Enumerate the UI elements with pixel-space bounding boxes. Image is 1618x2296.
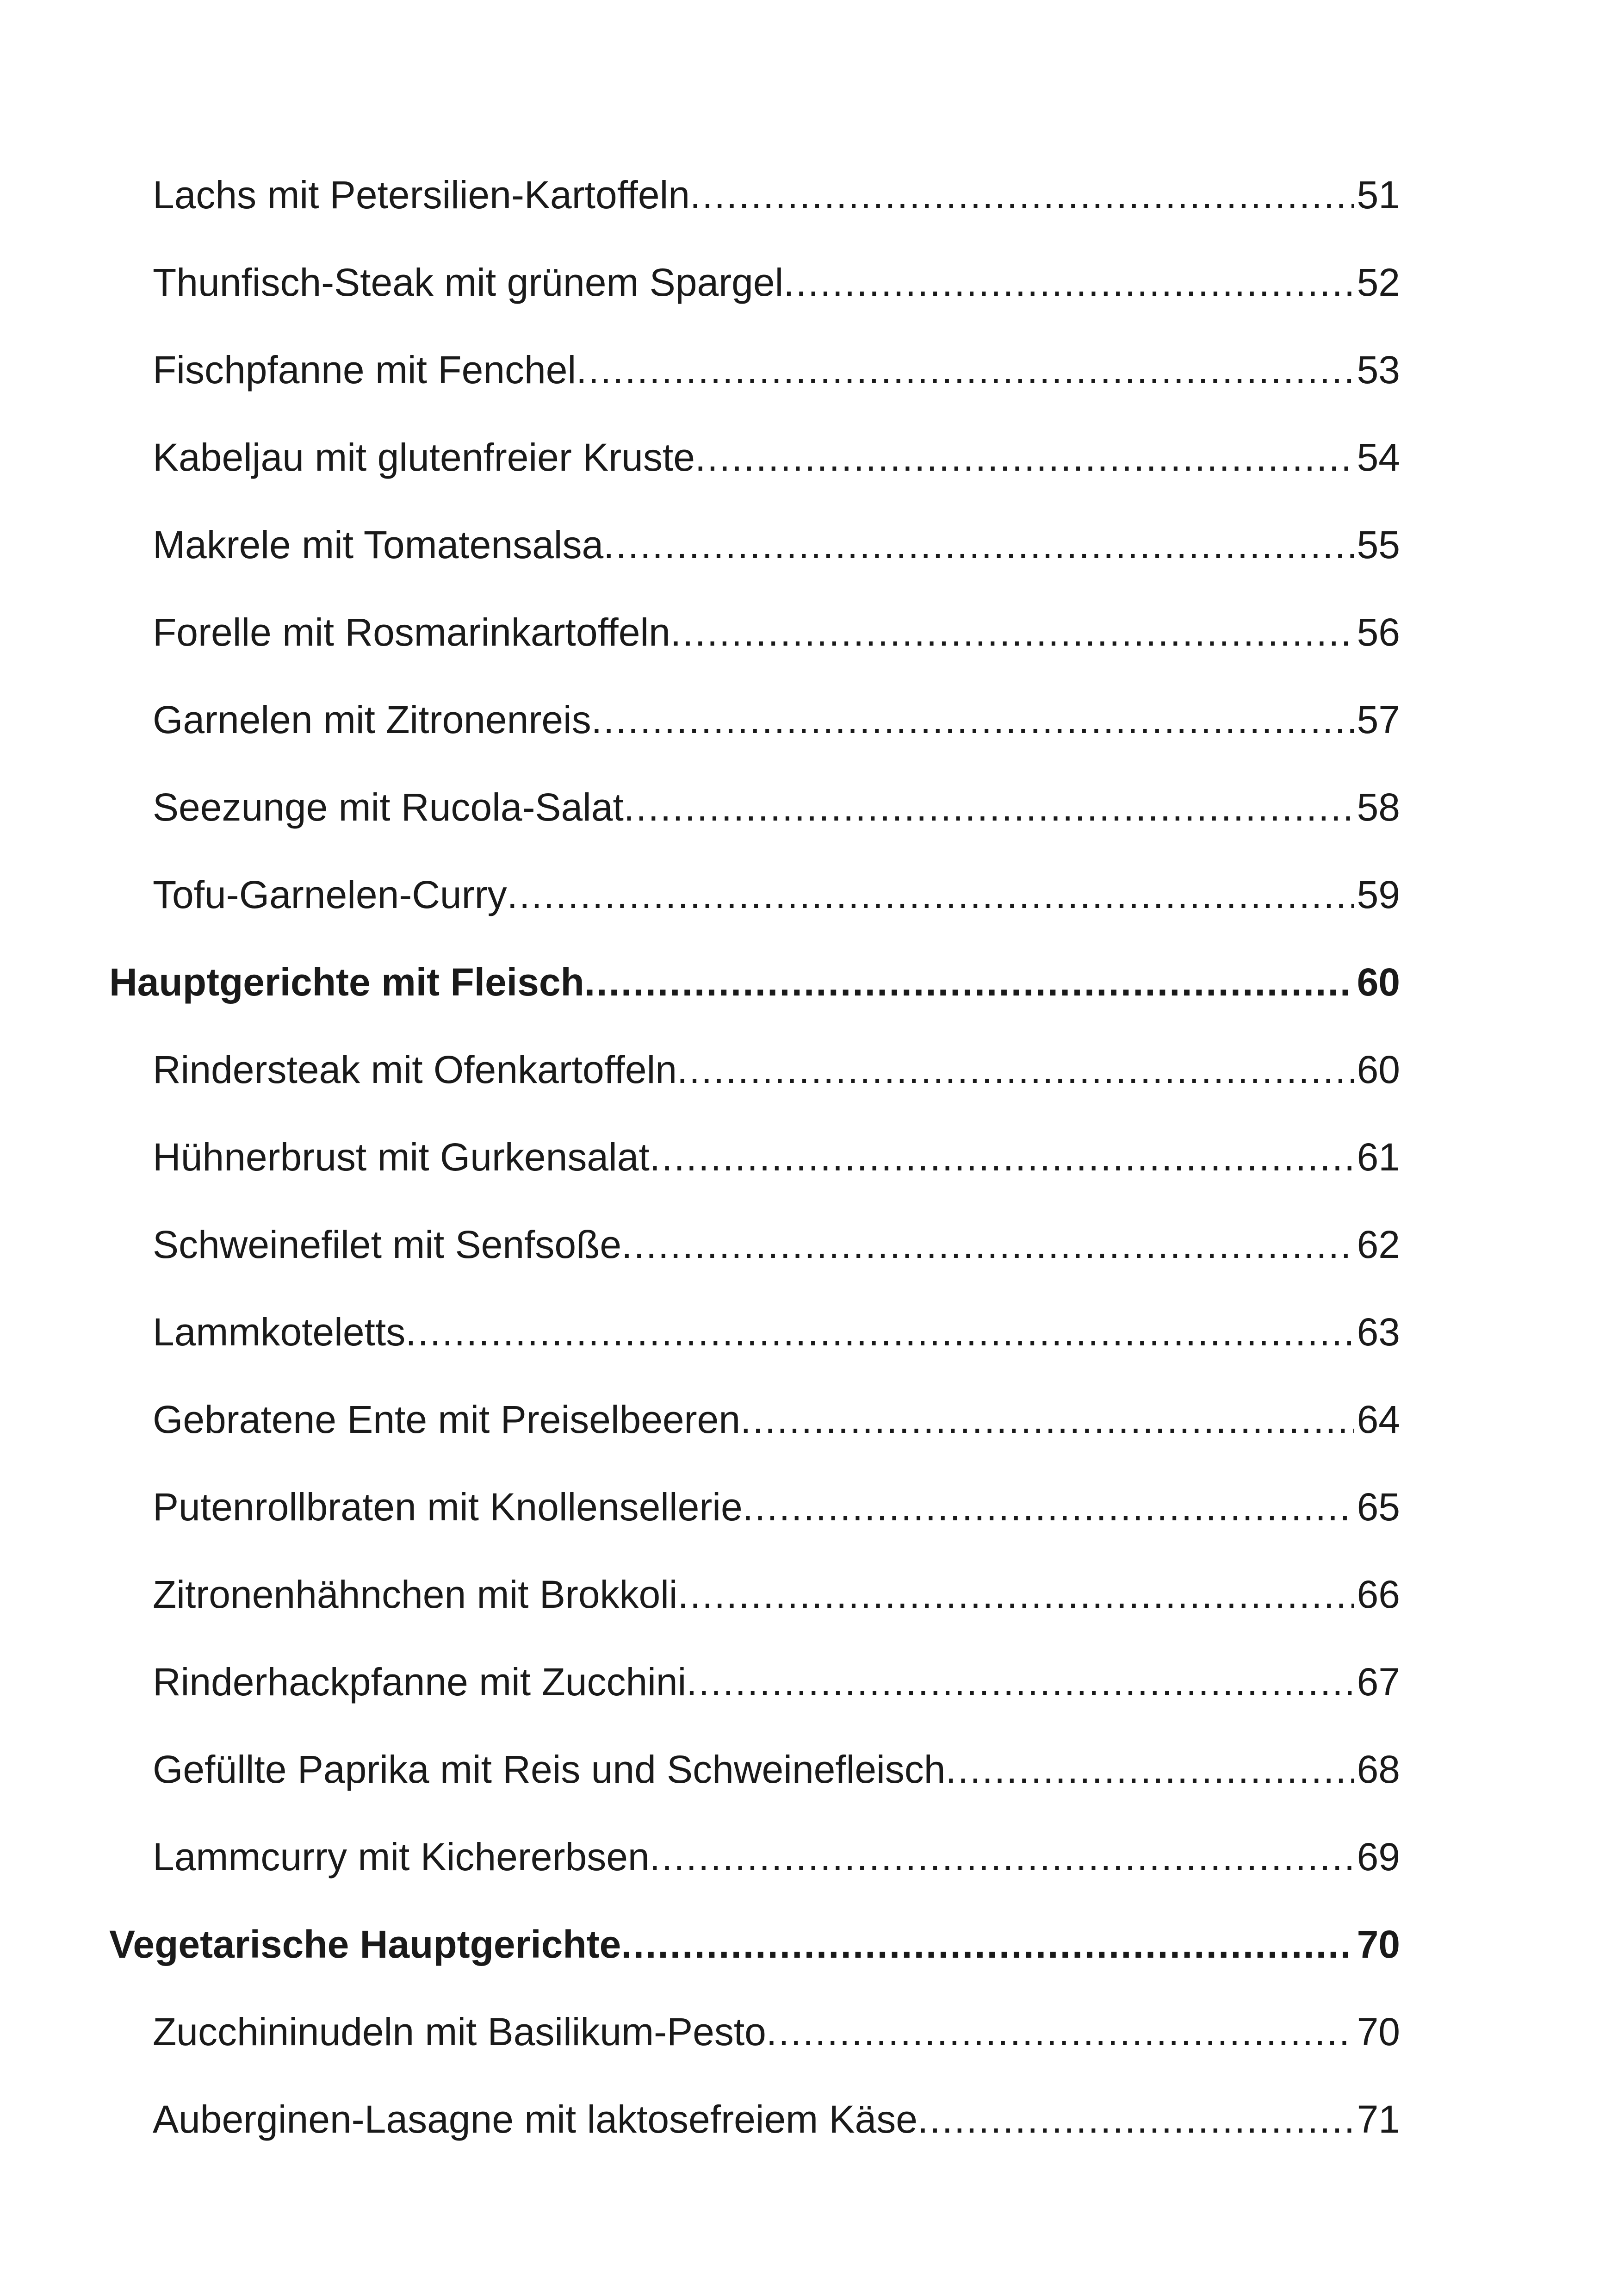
toc-entry-title: Gebratene Ente mit Preiselbeeren	[153, 1398, 741, 1441]
toc-entry[interactable]	[109, 1376, 1400, 1463]
dot-leader	[405, 1288, 1354, 1376]
toc-entry-title: Schweinefilet mit Senfsoße	[153, 1223, 622, 1266]
toc-entry-title: Seezunge mit Rucola-Salat	[153, 785, 624, 829]
toc-entry-page: 55	[1357, 523, 1400, 566]
toc-entry-title: Lammcurry mit Kichererbsen	[153, 1835, 650, 1879]
toc-entry-page: 64	[1357, 1398, 1400, 1441]
toc-entry[interactable]	[109, 1463, 1400, 1551]
toc-section-page: 70	[1357, 1923, 1400, 1966]
toc-entry-title: Lachs mit Petersilien-Kartoffeln	[153, 173, 690, 217]
toc-entry[interactable]	[109, 1288, 1400, 1376]
toc-entry-title: Garnelen mit Zitronenreis	[153, 698, 591, 741]
dot-leader	[624, 764, 1354, 851]
toc-entry-page: 71	[1357, 2097, 1400, 2141]
toc-entry-page: 61	[1357, 1135, 1400, 1179]
dot-leader	[584, 939, 1354, 1026]
dot-leader	[740, 1376, 1354, 1463]
toc-section-heading[interactable]	[109, 1901, 1400, 1988]
dot-leader	[783, 239, 1354, 326]
toc-entry[interactable]	[109, 589, 1400, 676]
toc-entry-page: 65	[1357, 1485, 1400, 1529]
toc-entry[interactable]	[109, 151, 1400, 239]
dot-leader	[678, 1551, 1354, 1638]
toc-entry-page: 58	[1357, 785, 1400, 829]
dot-leader	[650, 1114, 1354, 1201]
toc-entry-page: 70	[1357, 2010, 1400, 2053]
dot-leader	[766, 1988, 1354, 2076]
dot-leader	[670, 589, 1354, 676]
toc-entry-title: Fischpfanne mit Fenchel	[153, 348, 577, 392]
toc-entry[interactable]	[109, 1988, 1400, 2076]
toc-entry[interactable]	[109, 1813, 1400, 1901]
dot-leader	[576, 326, 1354, 414]
toc-section-page: 60	[1357, 960, 1400, 1004]
toc-entry-page: 67	[1357, 1660, 1400, 1704]
toc-entry-title: Forelle mit Rosmarinkartoffeln	[153, 610, 670, 654]
toc-entry-title: Lammkoteletts	[153, 1310, 406, 1354]
toc-entry-title: Putenrollbraten mit Knollensellerie	[153, 1485, 743, 1529]
toc-entry-title: Zitronenhähnchen mit Brokkoli	[153, 1573, 678, 1616]
dot-leader	[621, 1901, 1354, 1988]
toc-entry-page: 59	[1357, 873, 1400, 916]
table-of-contents	[109, 151, 1400, 2163]
toc-entry[interactable]	[109, 1026, 1400, 1114]
dot-leader	[743, 1463, 1354, 1551]
toc-entry-page: 69	[1357, 1835, 1400, 1879]
toc-entry-page: 52	[1357, 261, 1400, 304]
toc-entry[interactable]	[109, 1201, 1400, 1288]
toc-entry-page: 56	[1357, 610, 1400, 654]
dot-leader	[695, 414, 1354, 501]
toc-entry-title: Thunfisch-Steak mit grünem Spargel	[153, 261, 784, 304]
toc-entry[interactable]	[109, 326, 1400, 414]
dot-leader	[650, 1813, 1354, 1901]
toc-entry[interactable]	[109, 239, 1400, 326]
dot-leader	[677, 1026, 1354, 1114]
toc-entry[interactable]	[109, 1114, 1400, 1201]
toc-entry-title: Rinderhackpfanne mit Zucchini	[153, 1660, 687, 1704]
toc-entry-page: 62	[1357, 1223, 1400, 1266]
toc-entry-title: Kabeljau mit glutenfreier Kruste	[153, 436, 695, 479]
toc-entry-title: Tofu-Garnelen-Curry	[153, 873, 507, 916]
toc-entry-page: 57	[1357, 698, 1400, 741]
dot-leader	[686, 1638, 1354, 1726]
toc-entry-page: 51	[1357, 173, 1400, 217]
toc-entry[interactable]	[109, 1638, 1400, 1726]
toc-entry-page: 68	[1357, 1748, 1400, 1791]
toc-entry-title: Hühnerbrust mit Gurkensalat	[153, 1135, 650, 1179]
toc-entry[interactable]	[109, 676, 1400, 764]
toc-section-title: Vegetarische Hauptgerichte	[109, 1923, 621, 1966]
dot-leader	[945, 1726, 1354, 1813]
dot-leader	[603, 501, 1354, 589]
toc-entry[interactable]	[109, 1726, 1400, 1813]
dot-leader	[621, 1201, 1354, 1288]
toc-entry-page: 63	[1357, 1310, 1400, 1354]
toc-entry-page: 66	[1357, 1573, 1400, 1616]
toc-entry[interactable]	[109, 851, 1400, 939]
dot-leader	[690, 151, 1354, 239]
toc-entry-page: 54	[1357, 436, 1400, 479]
toc-entry-title: Gefüllte Paprika mit Reis und Schweinefleisch	[153, 1748, 946, 1791]
toc-entry-page: 60	[1357, 1048, 1400, 1091]
toc-entry-title: Zucchininudeln mit Basilikum-Pesto	[153, 2010, 766, 2053]
toc-entry-title: Rindersteak mit Ofenkartoffeln	[153, 1048, 677, 1091]
toc-entry[interactable]	[109, 2076, 1400, 2163]
dot-leader	[507, 851, 1354, 939]
toc-section-title: Hauptgerichte mit Fleisch	[109, 960, 584, 1004]
toc-entry[interactable]	[109, 764, 1400, 851]
toc-section-heading[interactable]	[109, 939, 1400, 1026]
toc-entry-page: 53	[1357, 348, 1400, 392]
toc-entry[interactable]	[109, 501, 1400, 589]
toc-entry-title: Makrele mit Tomatensalsa	[153, 523, 604, 566]
dot-leader	[591, 676, 1354, 764]
toc-entry-title: Auberginen-Lasagne mit laktosefreiem Käse	[153, 2097, 917, 2141]
toc-entry[interactable]	[109, 414, 1400, 501]
toc-entry[interactable]	[109, 1551, 1400, 1638]
dot-leader	[917, 2076, 1354, 2163]
